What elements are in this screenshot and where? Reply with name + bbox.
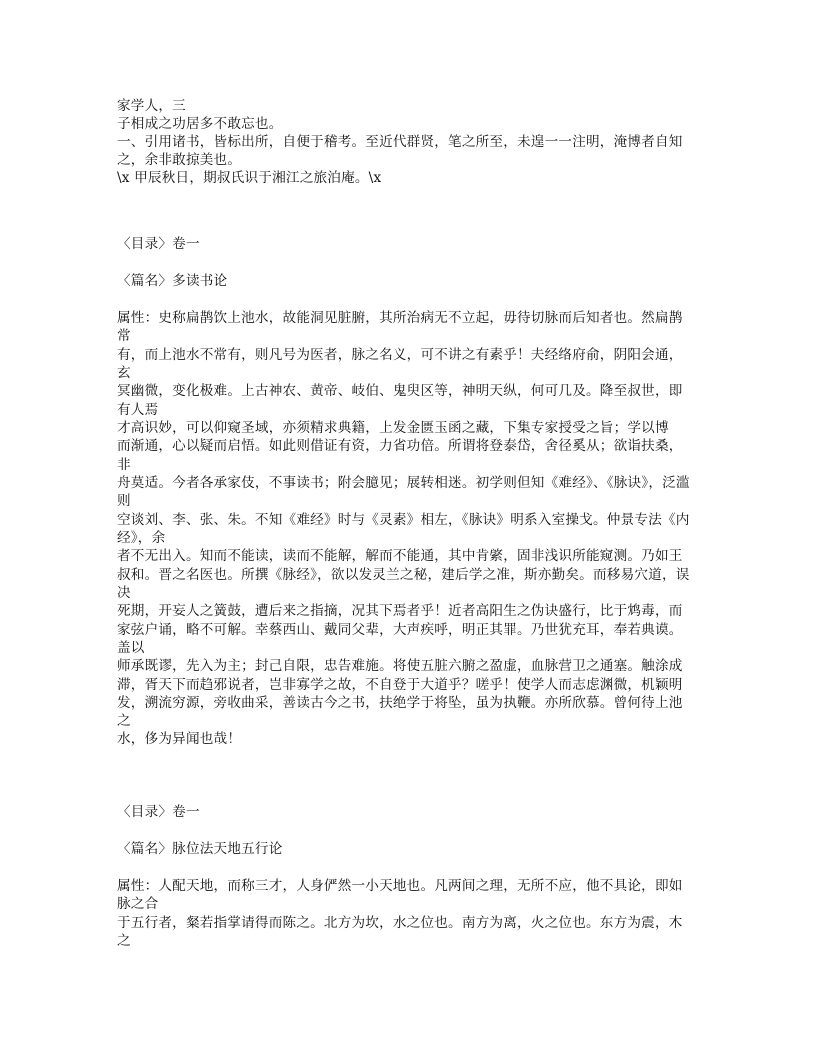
body-line: 叔和。晋之名医也。所撰《脉经》，欲以发灵兰之秘，建后学之准，斯亦勤矣。而移易穴道，误 xyxy=(117,566,690,583)
preface-line: 一、引用诸书，皆标出所，自便于稽考。至近代群贤，笔之所至，未遑一一注明，淹博者自知 xyxy=(117,134,683,150)
body-line: 才高识妙，可以仰窥圣域，亦须精求典籍，上发金匮玉函之藏，下集专家授受之旨；学以博 xyxy=(117,420,669,436)
body-line: 玄 xyxy=(117,365,131,381)
body-line: 脉之合 xyxy=(117,896,159,912)
body-line: 滞，胥天下而趋邪说者，岂非寡学之故，不自登于大道乎？嗟乎！使学人而志虑渊微，机颖明 xyxy=(117,676,683,693)
body-line: 之 xyxy=(117,933,131,949)
body-line: 则 xyxy=(117,493,131,509)
body-line: 者不无出入。知而不能读，读而不能解，解而不能通，其中肯綮，固非浅识所能窥测。乃如王 xyxy=(117,548,683,564)
section-catalog-heading: 〈目录〉卷一 xyxy=(117,236,200,252)
preface-line: 之，余非敢掠美也。 xyxy=(117,152,242,168)
body-line: 发，溯流穷源，旁收曲采，善读古今之书，扶绝学于将坠，虽为执鞭。亦所欣慕。曾何待上池 xyxy=(117,695,683,711)
preface-signature: \x 甲辰秋日，期叔氏识于湘江之旅泊庵。\x xyxy=(117,170,382,186)
body-line: 属性：史称扁鹊饮上池水，故能洞见脏腑，其所治病无不立起，毋待切脉而后知者也。然扁鹊 xyxy=(117,310,683,326)
body-line: 非 xyxy=(117,456,131,473)
body-line: 之 xyxy=(117,713,131,729)
body-line: 师承既谬，先入为主；封己自限，忠告难施。将使五脏六腑之盈虚，血脉营卫之通塞。触涂成 xyxy=(117,658,683,674)
body-line: 有人焉 xyxy=(117,401,159,418)
body-line: 死期，开妄人之簧鼓，遭后来之指摘，况其下焉者乎！近者高阳生之伪诀盛行，比于鸩毒，而 xyxy=(117,603,683,619)
body-line: 常 xyxy=(117,328,131,344)
body-line: 有，而上池水不常有，则凡号为医者，脉之名义，可不讲之有素乎！夫经络府俞，阴阳会通， xyxy=(117,346,683,363)
body-line: 舟莫适。今者各承家伎，不事读书；附会臆见；展转相迷。初学则但知《难经》、《脉诀》，泛滥 xyxy=(117,475,690,491)
preface-line: 子相成之功居多不敢忘也。 xyxy=(117,116,283,132)
preface-line: 家学人，三 xyxy=(117,98,186,114)
body-line: 空谈刘、李、张、朱。不知《难经》时与《灵素》相左，《脉诀》明系入室操戈。仲景专法《内 xyxy=(117,511,690,528)
body-line: 于五行者，粲若指掌请得而陈之。北方为坎，水之位也。南方为离，火之位也。东方为震，木 xyxy=(117,914,683,931)
body-line: 冥幽微，变化极难。上古神农、黄帝、岐伯、鬼臾区等，神明天纵，何可几及。降至叔世，即 xyxy=(117,383,683,399)
body-line: 经》，余 xyxy=(117,530,166,546)
body-line: 属性：人配天地，而称三才，人身俨然一小天地也。凡两间之理，无所不应，他不具论，即如 xyxy=(117,878,683,894)
section-catalog-heading: 〈目录〉卷一 xyxy=(117,804,200,820)
body-line: 水，侈为异闻也哉！ xyxy=(117,731,242,747)
body-line: 决 xyxy=(117,585,131,601)
body-line: 家弦户诵，略不可解。幸蔡西山、戴同父辈，大声疾呼，明正其罪。乃世犹充耳，奉若典谟。 xyxy=(117,621,683,638)
body-line: 盖以 xyxy=(117,640,145,656)
body-line: 而渐通，心以疑而启悟。如此则借证有资，力省功倍。所谓将登泰岱，舍径奚从；欲诣扶桑， xyxy=(117,438,683,454)
section-title-heading: 〈篇名〉脉位法天地五行论 xyxy=(117,841,283,857)
section-title-heading: 〈篇名〉多读书论 xyxy=(117,273,228,289)
